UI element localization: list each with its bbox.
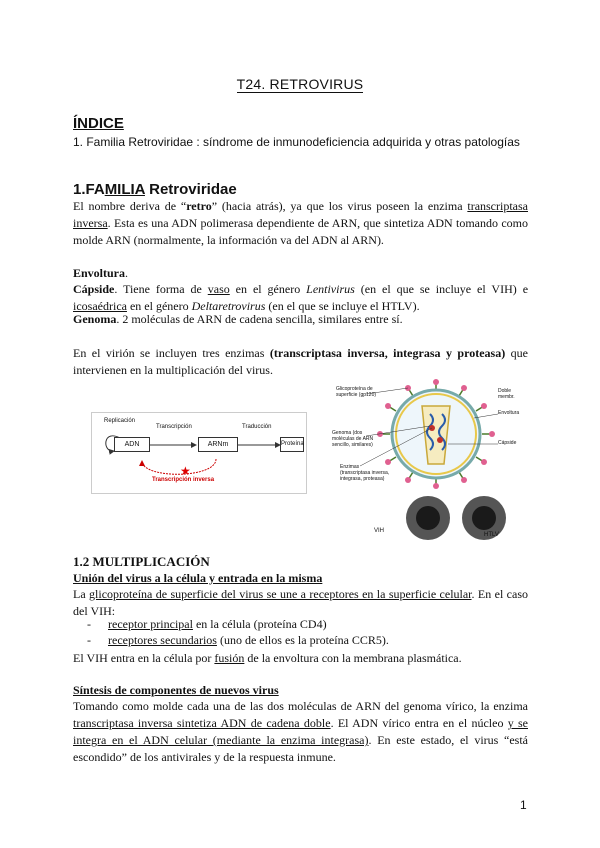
- section-heading-multiplicacion: 1.2 MULTIPLICACIÓN: [73, 554, 210, 569]
- virion-figure: [318, 378, 528, 550]
- document-title: [0, 76, 600, 92]
- text-underlined: icosaédrica: [73, 299, 127, 313]
- text: (en el que se incluye el HTLV).: [265, 299, 420, 313]
- enzyme-dot: [437, 437, 443, 443]
- label-genoma: [332, 430, 373, 448]
- box-adn: ADN: [114, 437, 150, 452]
- label-capside: Cápside: [498, 440, 517, 446]
- label-vih: VIH: [374, 528, 385, 534]
- envoltura-line: Envoltura.: [73, 266, 129, 280]
- index-heading: ÍNDICE: [73, 115, 124, 132]
- paragraph-fusion: [73, 650, 528, 667]
- text-underlined: fusión: [214, 651, 245, 665]
- index-item: 1. Familia Retroviridae : síndrome de inmunodeficiencia adquirida y otras patologías: [73, 135, 520, 149]
- heading-mid: MILIA: [104, 181, 145, 198]
- section-heading-familia: [73, 181, 237, 198]
- text: . El ADN vírico entra en el núcleo: [330, 716, 508, 730]
- reverse-transcription-arrow: [142, 459, 216, 474]
- subheading-union: Unión del virus a la célula y entrada en la misma: [73, 571, 323, 585]
- label-replicacion: Replicación: [104, 418, 136, 424]
- text: Glicoproteína de: [336, 386, 373, 392]
- text: . 2 moléculas de ARN de cadena sencilla, similares entre sí.: [116, 312, 403, 326]
- text: de la envoltura con la membrana plasmática.: [244, 651, 462, 665]
- heading-prefix: 1.FA: [73, 181, 105, 198]
- text: moléculas de ARN: [332, 436, 374, 442]
- label-traduccion: Traducción: [242, 424, 272, 430]
- enzymes-paragraph: [73, 345, 528, 379]
- text: integrasa, proteasa): [340, 476, 385, 482]
- bullet-dash: -: [87, 633, 91, 647]
- text: . Tiene forma de: [114, 282, 208, 296]
- label-transcripcion-inversa: Transcripción inversa: [152, 477, 215, 483]
- text: El VIH entra en la célula por: [73, 651, 215, 665]
- text-italic: Deltaretrovirus: [191, 299, 266, 313]
- star-icon: ★: [180, 464, 191, 478]
- capside-paragraph: [73, 281, 528, 315]
- text: Genoma (dos: [332, 430, 363, 436]
- text-underlined: y se integra en el ADN celular (mediante la enzima integrasa): [73, 716, 528, 747]
- text: sencillo, similares): [332, 442, 373, 448]
- text-underlined: vaso: [207, 282, 230, 296]
- genoma-label: Genoma: [73, 312, 117, 326]
- text: . Esta es una ADN polimerasa dependiente de ARN, que sintetiza ADN tomando como molde ARN (normalmente, la información va del ADN al ARN).: [73, 216, 528, 247]
- text-italic: Lentivirus: [306, 282, 355, 296]
- text-bold: retro: [186, 199, 212, 213]
- text: en la célula (proteína CD4): [192, 617, 327, 631]
- subheading-sintesis: Síntesis de componentes de nuevos virus: [73, 683, 279, 697]
- text: (transcriptasa inversa,: [340, 470, 390, 476]
- label-enzimas: [340, 464, 389, 482]
- text-underlined: transcriptasa inversa sintetiza ADN de cadena doble: [73, 716, 331, 730]
- document-title-text: T24. RETROVIRUS: [236, 76, 364, 92]
- label-transcripcion: Transcripción: [156, 424, 192, 430]
- bullet-receptores-secundarios: [108, 633, 389, 648]
- paragraph-retro: [73, 198, 528, 249]
- capside-label: Cápside: [73, 282, 115, 296]
- label-gp120: [336, 386, 376, 398]
- box-arnm: ARNm: [198, 437, 238, 452]
- text: en el género: [229, 282, 307, 296]
- envoltura-label: Envoltura: [73, 266, 126, 280]
- text: El nombre deriva de “: [73, 199, 187, 213]
- text: . En este estado, el virus “está escondido” de los antivirales y de la respuesta inmune.: [73, 733, 528, 764]
- label-envoltura: Envoltura: [498, 410, 520, 416]
- text: (en el que se incluye el VIH) e: [354, 282, 529, 296]
- text: En el virión se incluyen tres enzimas: [73, 346, 270, 360]
- text: . En el caso del VIH:: [73, 587, 529, 618]
- label-membrana: Doble membr.: [498, 388, 515, 400]
- text: ” (hacia atrás), ya que los virus poseen la enzima: [211, 199, 468, 213]
- text-underlined: receptores secundarios: [108, 633, 217, 647]
- text: (uno de ellos es la proteína CCR5).: [216, 633, 389, 647]
- text: Enzimas: [340, 464, 360, 470]
- text-bold: (transcriptasa inversa, integrasa y proteasa): [269, 346, 506, 360]
- paragraph-sintesis: [73, 698, 528, 766]
- genoma-line: [73, 311, 528, 328]
- page-number: 1: [520, 798, 527, 812]
- text: en el género: [126, 299, 192, 313]
- text-underlined: transcriptasa inversa: [73, 199, 528, 230]
- text: La: [73, 587, 90, 601]
- paragraph-glicoproteina: [73, 586, 528, 620]
- label-htlv: HTLV: [484, 532, 499, 538]
- flow-diagram: [91, 412, 307, 494]
- text: que intervienen en la multiplicación del virus.: [73, 346, 528, 377]
- text-underlined: glicoproteína de superficie del virus se une a receptores en la superficie celular: [89, 587, 472, 601]
- text: Tomando como molde cada una de las dos moléculas de ARN del genoma vírico, la enzima: [73, 699, 528, 713]
- text-underlined: receptor principal: [108, 617, 193, 631]
- text: superficie (gp120): [336, 392, 377, 398]
- box-proteina: Proteína: [280, 437, 304, 452]
- bullet-receptor-principal: [108, 617, 327, 632]
- heading-suffix: Retroviridae: [144, 181, 237, 198]
- bullet-dash: -: [87, 617, 91, 631]
